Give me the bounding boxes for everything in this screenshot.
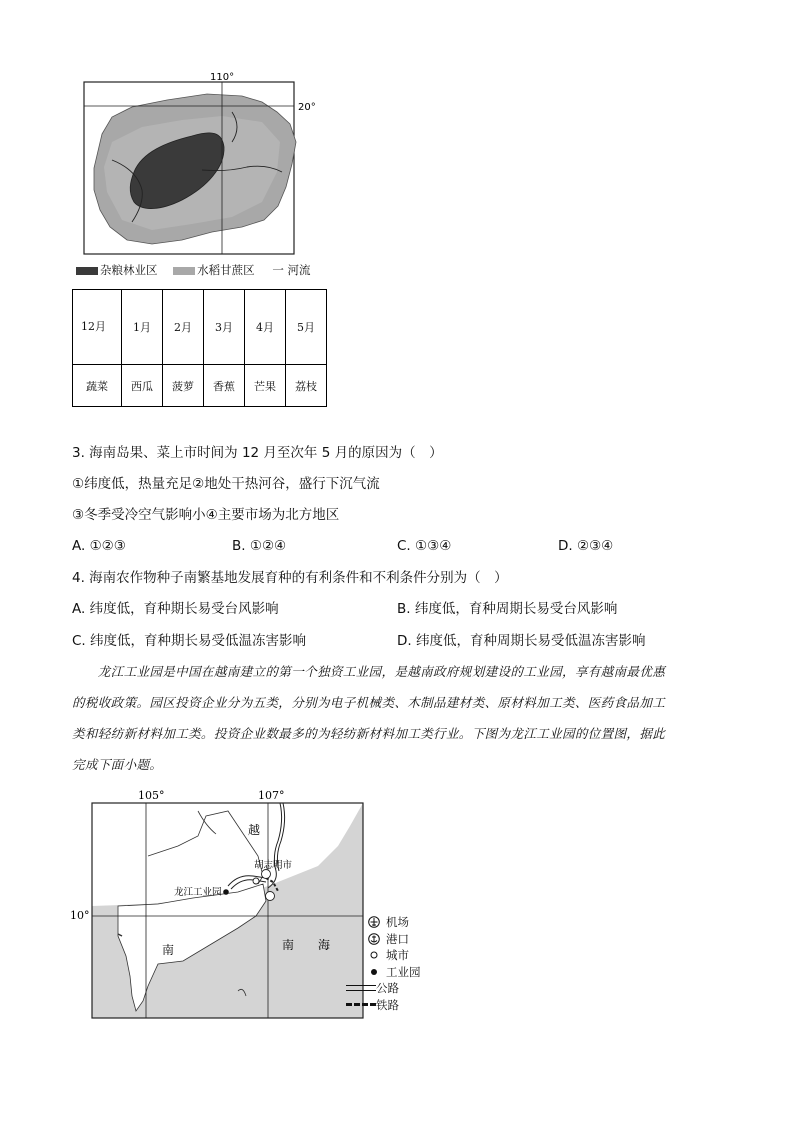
map2-lat-label: 10°: [70, 909, 90, 922]
q3-option-c[interactable]: C. ①③④: [397, 538, 452, 554]
table-cell-month: 2月: [163, 290, 204, 365]
passage-line: 龙江工业园是中国在越南建立的第一个独资工业园，是越南政府规划建设的工业园，享有越南最优惠: [72, 664, 666, 679]
industrial-park-icon: [366, 967, 382, 977]
q3-stem: 3. 海南岛果、菜上市时间为 12 月至次年 5 月的原因为（ ）: [72, 445, 443, 461]
q3-statement-1: ①纬度低，热量充足②地处干热河谷，盛行下沉气流: [72, 476, 380, 492]
country-label-nam: 南: [162, 943, 175, 957]
passage: [72, 656, 722, 780]
passage-line: 类和轻纺新材料加工类。投资企业数最多的为轻纺新材料加工类行业。下图为龙江工业园的位置图，据此: [72, 726, 666, 741]
table-cell-month: 4月: [245, 290, 286, 365]
q4-option-c[interactable]: C. 纬度低，育种期长易受低温冻害影响: [72, 633, 307, 649]
table-cell-month: 12月: [73, 290, 122, 365]
table-cell-crop: 香蕉: [204, 365, 245, 407]
legend-item-rice-sugarcane: 水稻甘蔗区: [197, 263, 255, 277]
city-label: 胡志明市: [254, 860, 293, 871]
table-cell-crop: 西瓜: [122, 365, 163, 407]
legend-row: [366, 964, 446, 981]
legend-row: [366, 947, 446, 964]
q4-stem: 4. 海南农作物种子南繁基地发展育种的有利条件和不利条件分别为（ ）: [72, 570, 508, 586]
table-cell-month: 5月: [286, 290, 327, 365]
passage-line: 完成下面小题。: [72, 757, 163, 772]
park-label: 龙江工业园: [174, 887, 222, 898]
map1-lon-label: 110°: [210, 72, 235, 83]
map1-lat-label: 20°: [298, 102, 316, 113]
legend-label-airport: 机场: [386, 915, 409, 929]
map2-lon2-label: 107°: [258, 789, 285, 802]
table-cell-month: 1月: [122, 290, 163, 365]
sea-label: 南 海: [282, 938, 331, 952]
legend-label-city: 城市: [386, 948, 409, 962]
legend-row: [346, 997, 446, 1014]
q4-option-d[interactable]: D. 纬度低，育种周期长易受低温冻害影响: [397, 633, 646, 649]
q3-option-d[interactable]: D. ②③④: [558, 538, 614, 554]
q4-option-b[interactable]: B. 纬度低，育种周期长易受台风影响: [397, 601, 618, 617]
country-label-viet: 越: [248, 823, 261, 837]
map1-legend: [76, 262, 356, 278]
table-cell-crop: 蔬菜: [73, 365, 122, 407]
light-swatch-icon: [173, 267, 195, 275]
map2-lon1-label: 105°: [138, 789, 165, 802]
table-cell-month: 3月: [204, 290, 245, 365]
port-icon: [366, 933, 382, 945]
legend-row: [346, 980, 446, 997]
legend-row: [366, 931, 446, 948]
road-icon: [346, 985, 376, 991]
passage-line: 的税收政策。园区投资企业分为五类，分别为电子机械类、木制品建材类、原材料加工类、医药食品加工: [72, 695, 666, 710]
q3-statement-2: ③冬季受冷空气影响小④主要市场为北方地区: [72, 507, 340, 523]
river-line-icon: 一: [272, 263, 284, 277]
q3-option-a[interactable]: A. ①②③: [72, 538, 126, 554]
legend-row: [366, 914, 446, 931]
legend-item-grain-forest: 杂粮林业区: [100, 263, 158, 277]
legend-label-industrial-park: 工业园: [386, 964, 421, 979]
map2-legend: [366, 914, 446, 1013]
harvest-table: [72, 289, 327, 407]
table-cell-crop: 菠萝: [163, 365, 204, 407]
railway-icon: [346, 1003, 376, 1006]
airport-icon: [366, 916, 382, 928]
legend-label-road: 公路: [376, 981, 399, 995]
dark-swatch-icon: [76, 267, 98, 275]
legend-item-river: 河流: [287, 263, 311, 277]
table-cell-crop: 芒果: [245, 365, 286, 407]
q3-option-b[interactable]: B. ①②④: [232, 538, 287, 554]
city-icon: [366, 950, 382, 960]
legend-label-port: 港口: [386, 931, 409, 946]
legend-label-railway: 铁路: [376, 997, 399, 1012]
table-cell-crop: 荔枝: [286, 365, 327, 407]
q4-option-a[interactable]: A. 纬度低，育种期长易受台风影响: [72, 601, 279, 617]
hainan-agriculture-map: [72, 72, 342, 262]
